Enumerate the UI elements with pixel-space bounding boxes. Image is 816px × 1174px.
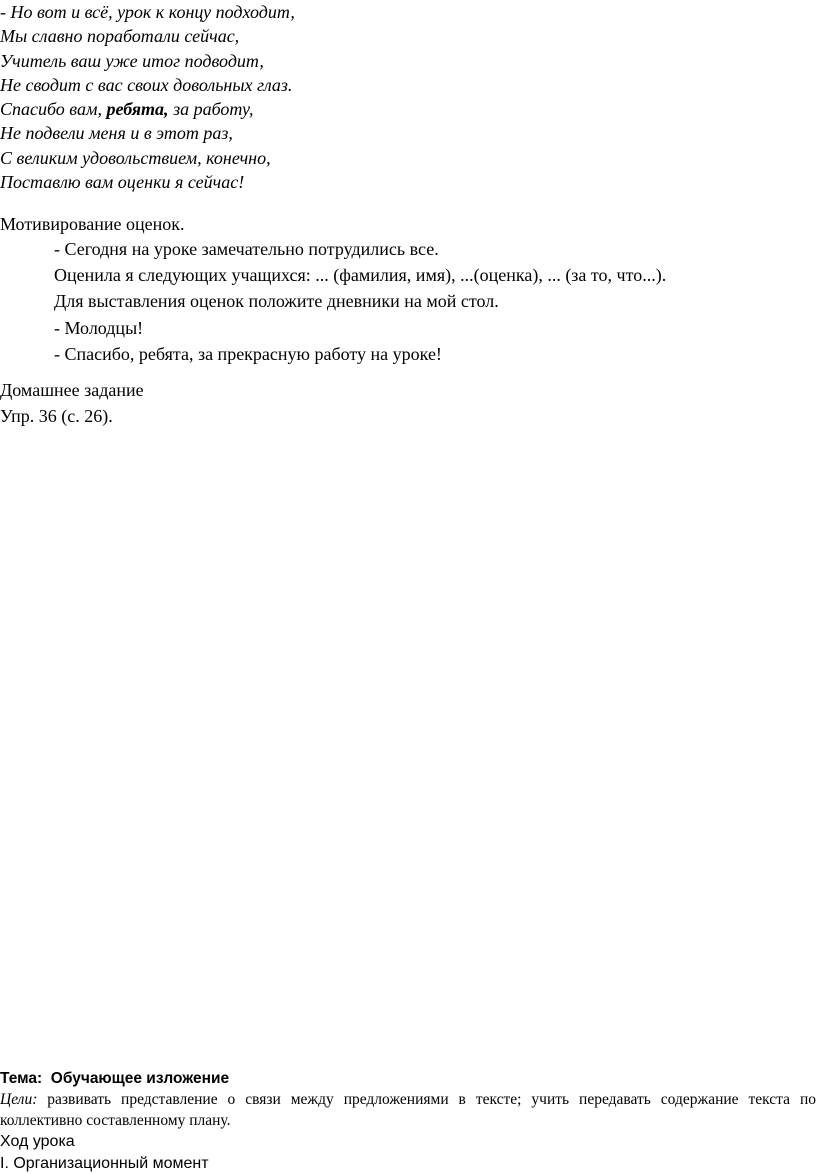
- poem-line: - Но вот и всё, урок к концу подходит,: [0, 0, 295, 24]
- poem-emphasis: ребята,: [107, 99, 169, 119]
- poem-line: С великим удовольствием, конечно,: [0, 146, 295, 170]
- poem-line: Не подвели меня и в этот раз,: [0, 121, 295, 145]
- lesson-topic: Тема: Обучающее изложение: [0, 1068, 816, 1089]
- poem-text: Спасибо вам,: [0, 99, 107, 119]
- motivation-line: - Молодцы!: [54, 315, 666, 341]
- poem-line: Учитель ваш уже итог подводит,: [0, 49, 295, 73]
- motivation-heading: Мотивирование оценок.: [0, 211, 184, 237]
- motivation-line: Для выставления оценок положите дневники на мой стол.: [54, 288, 666, 314]
- goals-text: развивать представление о связи между предложениями в тексте; учить передавать содержание текста по коллективно составленному плану.: [0, 1091, 816, 1129]
- poem-line: Поставлю вам оценки я сейчас!: [0, 170, 295, 194]
- poem-line: [0, 97, 295, 121]
- lesson-course-heading: Ход урока: [0, 1131, 816, 1153]
- next-lesson-section: [0, 1068, 816, 1174]
- motivation-line: - Спасибо, ребята, за прекрасную работу на уроке!: [54, 341, 666, 367]
- motivation-line: Оценила я следующих учащихся: ... (фамилия, имя), ...(оценка), ... (за то, что...).: [54, 262, 666, 288]
- lesson-goals: [0, 1089, 816, 1131]
- motivation-list: [54, 236, 666, 367]
- homework-section: [0, 377, 144, 429]
- goals-label: Цели:: [0, 1091, 37, 1108]
- motivation-line: - Сегодня на уроке замечательно потрудились все.: [54, 236, 666, 262]
- homework-task: Упр. 36 (с. 26).: [0, 403, 144, 429]
- poem-text: за работу,: [169, 99, 254, 119]
- homework-heading: Домашнее задание: [0, 377, 144, 403]
- poem-line: Не сводит с вас своих довольных глаз.: [0, 73, 295, 97]
- closing-poem: [0, 0, 295, 194]
- poem-line: Мы славно поработали сейчас,: [0, 24, 295, 48]
- lesson-stage: I. Организационный момент: [0, 1153, 816, 1174]
